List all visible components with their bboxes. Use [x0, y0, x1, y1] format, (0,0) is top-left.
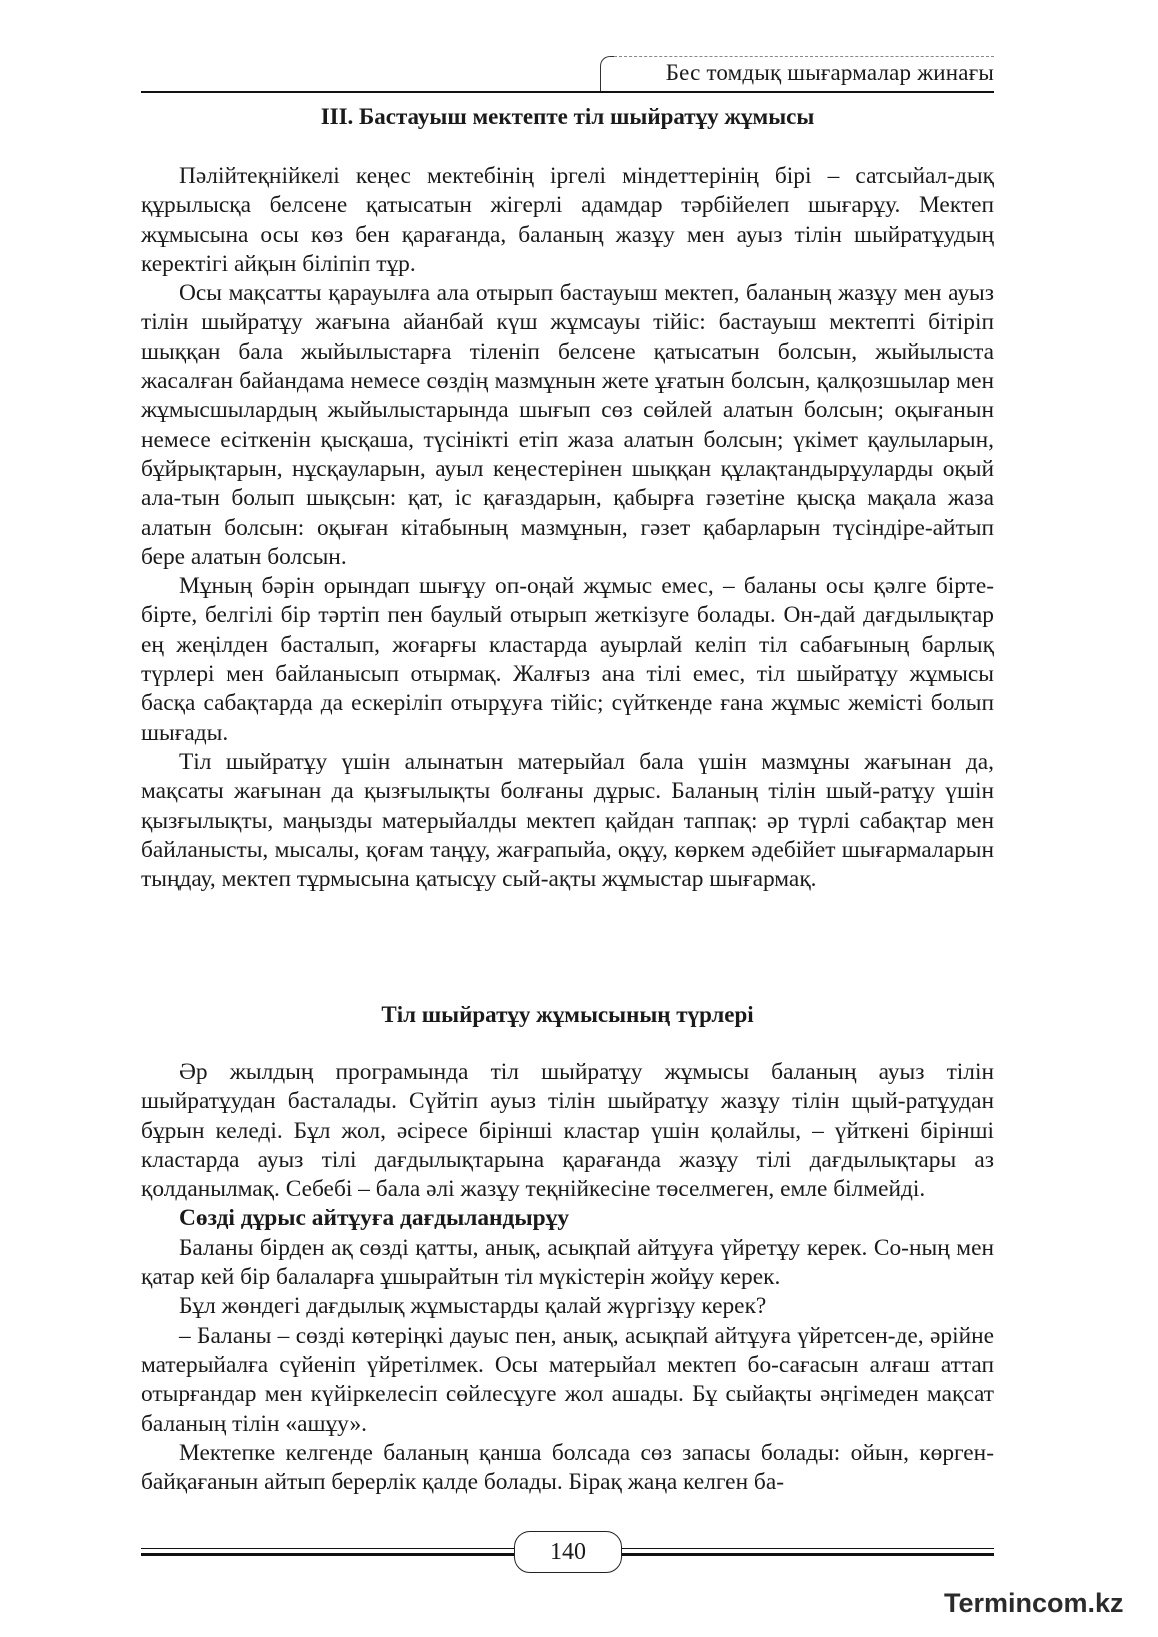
footer-rule-right: [618, 1548, 994, 1556]
paragraph: Мұның бәрін орындап шығұу оп-оңай жұмыс емес, – баланы осы қәлге бірте-бірте, белгілі бір тәртіп пен баулый отырып жеткізуге болады. Он-дай дағдылықтар ең жеңілден басталып, жоғарғы кластарда ауырлай келіп тіл сабағының барлық түрлері мен байланысып отырмақ. Жалғыз ана тілі емес, тіл шыйратұу жұмысы басқа сабақтарда да ескеріліп отырұуға тійіс; сүйткенде ғана жұмыс жемісті болып шығады.: [141, 573, 994, 746]
section2-body: [141, 1058, 994, 1497]
paragraph: Пәлійтеқнійкелі кеңес мектебінің іргелі міндеттерінің бірі – сатсыйал-дық құрылысқа белсене қатысатын жігерлі адамдар тәрбійелеп шығарұу. Мектеп жұмысына осы көз бен қарағанда, баланың жазұу мен ауыз тілін шыйратұудың керектігі айқын біліпіп тұр.: [141, 163, 994, 277]
header-rule: [141, 91, 994, 93]
watermark-text: Termincom.kz: [944, 1588, 1124, 1618]
paragraph: Әр жылдың програмында тіл шыйратұу жұмысы баланың ауыз тілін шыйратұудан басталады. Сүйтіп ауыз тілін шыйратұу жазұу тілін щый-ратұудан бұрын келеді. Бұл жол, әсіресе бірінші кластар үшін қолайлы, – үйткені бірінші кластарда ауыз тілі дағдылықтарына қарағанда жазұу тілі дағдылықтары аз қолданылмақ. Себебі – бала әлі жазұу теқнійкесіне төселмеген, емле білмейді.: [141, 1059, 994, 1203]
header-bracket-ornament: [600, 56, 615, 93]
paragraph: – Баланы – сөзді көтеріңкі дауыс пен, анық, асықпай айтұуға үйретсен-де, әрійне матерыйалға сүйеніп үйретілмек. Осы матерыйал мектеп бо-сағасын алғаш аттап отырғандар мен күйіркелесіп сөйлесұуге жол ашады. Бұ сыйақты әңгімеден мақсат баланың тілін «ашұу».: [141, 1322, 994, 1437]
page-number: 140: [514, 1531, 622, 1573]
subheading: Сөзді дұрыс айтұуға дағдыландырұу: [179, 1205, 570, 1232]
paragraph: Мектепке келгенде баланың қанша болсада сөз запасы болады: ойын, көрген-байқағанын айтып берерлік қалде болады. Бірақ жаңа келген ба-: [141, 1439, 994, 1496]
paragraph: Баланы бірден ақ сөзді қатты, анық, асықпай айтұуға үйретұу керек. Со-ның мен қатар кей бір балаларға ұшырайтын тіл мүкістерін жойұу керек.: [141, 1234, 994, 1291]
running-header-title: Бес томдық шығармалар жинағы: [665, 60, 994, 85]
paragraph: Осы мақсатты қарауылға ала отырып бастауыш мектеп, баланың жазұу мен ауыз тілін шыйратұу жағына айанбай күш жұмсауы тійіс: бастауыш мектепті бітіріп шыққан бала жыйылыстарға тіленіп белсене қатысатын болсын, жыйылыста жасалған байандама немесе сөздің мазмұнын жете ұғатын болсын, қалқозшылар мен жұмысшылардың жыйылыстарында шығып сөз сөйлей алатын болсын; оқығанын немесе есіткенін қысқаша, түсінікті етіп жаза алатын болсын; үкімет қаулыларын, бұйрықтарын, нұсқауларын, ауыл кеңестерінен шыққан құлақтандырұуларды оқый ала-тын болып шықсын: қат, іс қағаздарын, қабырға гәзетіне қысқа мақала жаза алатын болсын: оқыған кітабының мазмұнын, гәзет қабарларын түсіндіре-айтып бере алатын болсын.: [141, 280, 994, 570]
subsection-title: Тіл шыйратұу жұмысының түрлері: [381, 1002, 754, 1027]
footer-rule-left: [141, 1548, 517, 1556]
section1-body: [141, 162, 994, 894]
running-header: [600, 56, 994, 88]
paragraph: Тіл шыйратұу үшін алынатын матерыйал бала үшін мазмұны жағынан да, мақсаты жағынан да қызғылықты болғаны дұрыс. Баланың тілін шый-ратұу үшін қызғылықты, маңызды матерыйалды мектеп қайдан таппақ: әр түрлі сабақтар мен байланысты, мысалы, қоғам таңұу, жағрапыйа, оқұу, көркем әдебійет шығармаларын тыңдау, мектеп тұрмысына қатысұу сый-ақты жұмыстар шығармақ.: [141, 748, 994, 893]
site-watermark-logo: [944, 1588, 1149, 1628]
header-dashed-line: [614, 56, 994, 57]
paragraph: Бұл жөндегі дағдылық жұмыстарды қалай жүргізұу керек?: [179, 1293, 767, 1320]
section-title: III. Бастауыш мектепте тіл шыйратұу жұмысы: [320, 104, 815, 129]
